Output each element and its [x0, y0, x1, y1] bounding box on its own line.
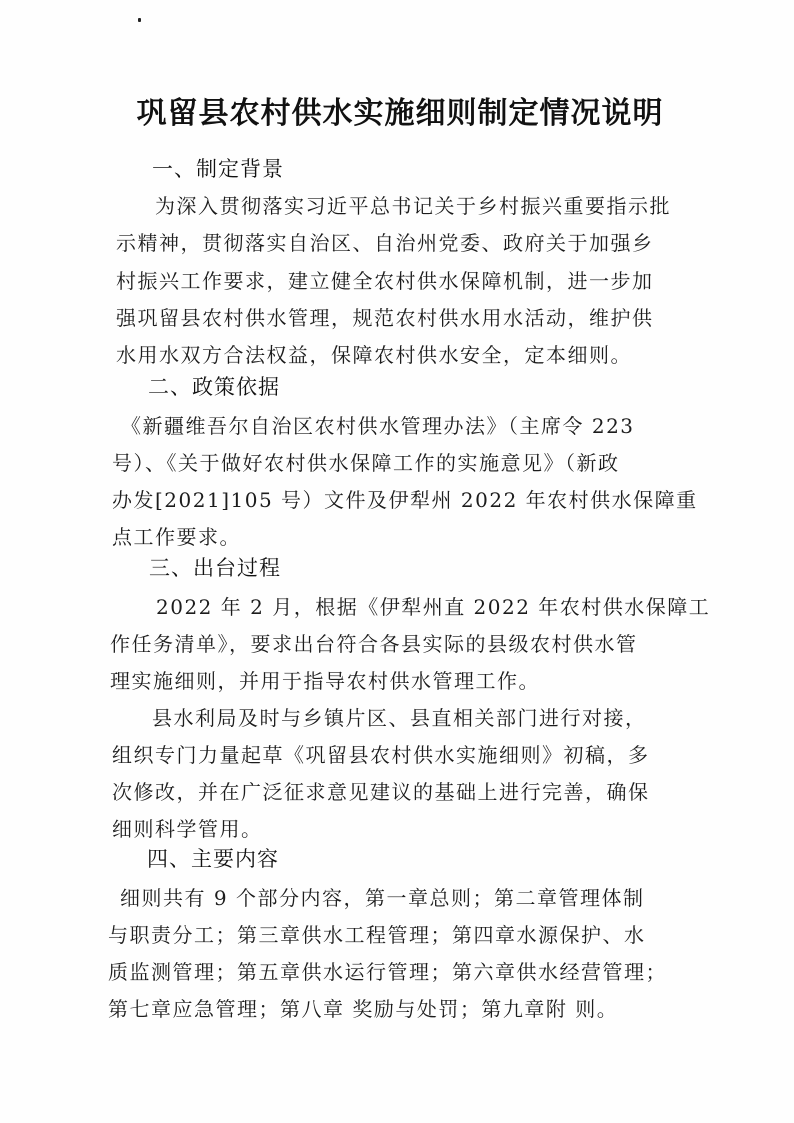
paragraph-line: 次修改，并在广泛征求意见建议的基础上进行完善，确保 — [112, 780, 650, 804]
paragraph-line: 细则共有 9 个部分内容，第一章总则；第二章管理体制 — [120, 886, 645, 910]
paragraph-line: 号）、《关于做好农村供水保障工作的实施意见》（新政 — [112, 451, 620, 475]
paragraph-line: 2022 年 2 月，根据《伊犁州直 2022 年农村供水保障工 — [156, 595, 711, 619]
paragraph-line: 强巩留县农村供水管理，规范农村供水用水活动，维护供 — [116, 306, 654, 330]
paragraph-line: 组织专门力量起草《巩留县农村供水实施细则》初稿，多 — [112, 743, 650, 767]
paragraph-line: 《新疆维吾尔自治区农村供水管理办法》（主席令 223 — [121, 414, 635, 438]
paragraph-line: 理实施细则，并用于指导农村供水管理工作。 — [110, 669, 540, 693]
paragraph-line: 质监测管理；第五章供水运行管理；第六章供水经营管理； — [108, 960, 667, 984]
paragraph-line: 点工作要求。 — [112, 525, 241, 549]
section-heading-background: 一、制定背景 — [152, 157, 284, 181]
paragraph-line: 村振兴工作要求，建立健全农村供水保障机制，进一步加 — [116, 269, 654, 293]
paragraph-line: 办发[2021]105 号）文件及伊犁州 2022 年农村供水保障重 — [112, 488, 698, 512]
scan-speck — [138, 18, 141, 22]
paragraph-line: 与职责分工；第三章供水工程管理；第四章水源保护、水 — [108, 923, 646, 947]
paragraph-line: 水用水双方合法权益，保障农村供水安全，定本细则。 — [116, 343, 632, 367]
document-title: 巩留县农村供水实施细则制定情况说明 — [136, 96, 664, 131]
paragraph-line: 细则科学管用。 — [112, 817, 263, 841]
paragraph-line: 作任务清单》，要求出台符合各县实际的县级农村供水管 — [110, 632, 638, 656]
section-heading-policy-basis: 二、政策依据 — [148, 375, 280, 399]
paragraph-line: 第七章应急管理；第八章 奖励与处罚；第九章附 则。 — [108, 997, 619, 1021]
paragraph-line: 为深入贯彻落实习近平总书记关于乡村振兴重要指示批 — [155, 194, 671, 218]
section-heading-process: 三、出台过程 — [149, 556, 281, 580]
paragraph-line: 县水利局及时与乡镇片区、县直相关部门进行对接， — [152, 706, 647, 730]
section-heading-main-content: 四、主要内容 — [147, 847, 279, 871]
paragraph-line: 示精神，贯彻落实自治区、自治州党委、政府关于加强乡 — [116, 231, 654, 255]
